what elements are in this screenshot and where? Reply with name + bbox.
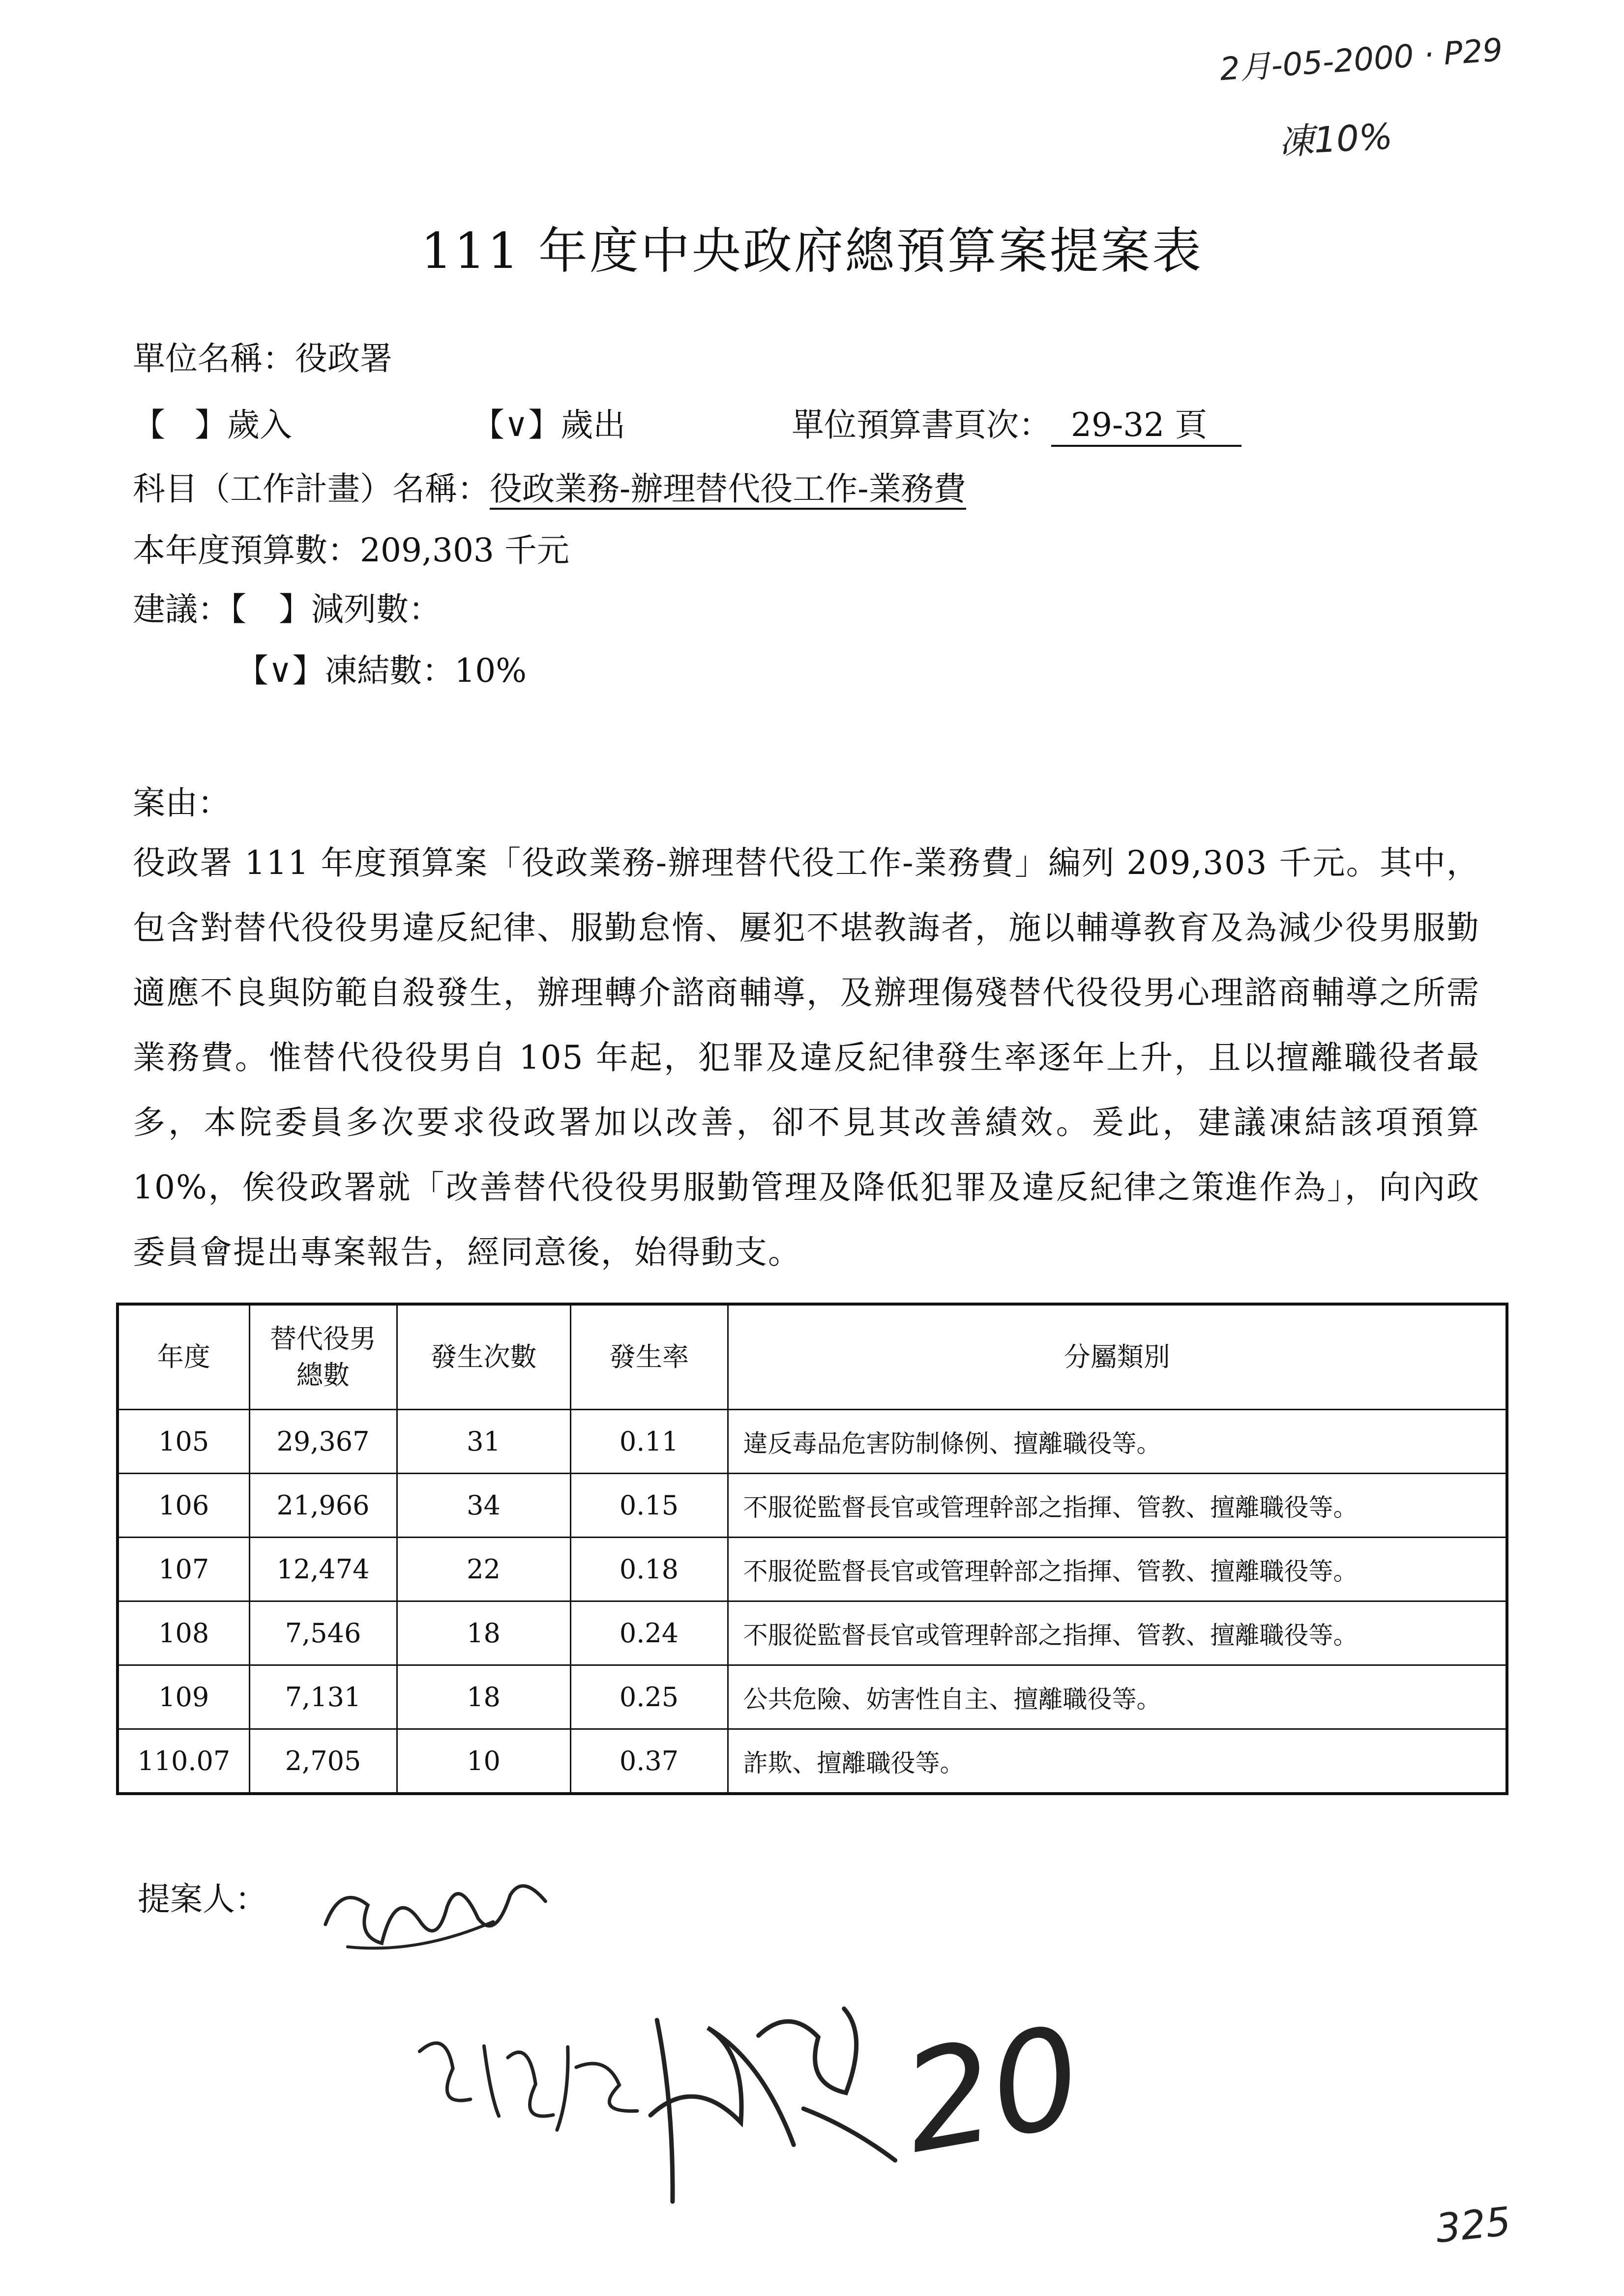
freeze-checkbox: 【∨】 bbox=[236, 652, 325, 690]
freeze-value: 10% bbox=[454, 652, 527, 690]
cell-count: 10 bbox=[397, 1729, 570, 1794]
cell-count: 22 bbox=[397, 1538, 570, 1601]
reason-text: 役政署 111 年度預算案「役政業務-辦理替代役工作-業務費」編列 209,303 千元。其中，包含對替代役役男違反紀律、服勤怠惰、屢犯不堪教誨者，施以輔導教育及為減少役男服勤適應不良與防範自殺發生，辦理轉介諮商輔導，及辦理傷殘替代役役男心理諮商輔導之所需業務費。惟替代役役男自 105 年起，犯罪及違反紀律發生率逐年上升，且以擅離職役者最多，本院委員多次要求役政署加以改善，卻不見其改善績效。爰此，建議凍結該項預算 10%，俟役政署就「改善替代役役男服勤管理及降低犯罪及違反紀律之策進作為」，向內政委員會提出專案報告，經同意後，始得動支。 bbox=[133, 844, 1480, 1271]
subject-label: 科目（工作計畫）名稱： bbox=[133, 470, 490, 508]
cell-year: 107 bbox=[118, 1538, 249, 1601]
table-row bbox=[118, 1538, 1507, 1601]
cell-category: 詐欺、擅離職役等。 bbox=[728, 1729, 1507, 1794]
header-category: 分屬類別 bbox=[728, 1304, 1507, 1410]
table-header-row bbox=[118, 1304, 1507, 1410]
subject-line bbox=[133, 469, 966, 509]
table-row bbox=[118, 1601, 1507, 1665]
cell-category: 不服從監督長官或管理幹部之指揮、管教、擅離職役等。 bbox=[728, 1474, 1507, 1538]
table-row bbox=[118, 1729, 1507, 1794]
violation-stats-table bbox=[116, 1303, 1508, 1795]
handwritten-signature-1 bbox=[309, 1840, 575, 1979]
cell-rate: 0.15 bbox=[570, 1474, 728, 1538]
cell-rate: 0.18 bbox=[570, 1538, 728, 1601]
unit-line bbox=[133, 339, 392, 378]
unit-label: 單位名稱： bbox=[133, 340, 295, 378]
cell-year: 108 bbox=[118, 1601, 249, 1665]
suggestion-cut-line bbox=[133, 590, 441, 629]
expense-label: 歲出 bbox=[561, 406, 626, 444]
subject-value: 役政業務-辦理替代役工作-業務費 bbox=[490, 470, 966, 510]
cell-total: 7,131 bbox=[249, 1665, 397, 1729]
cell-rate: 0.25 bbox=[570, 1665, 728, 1729]
handwritten-signature-2 bbox=[404, 2011, 667, 2147]
cell-rate: 0.37 bbox=[570, 1729, 728, 1794]
header-count: 發生次數 bbox=[397, 1304, 570, 1410]
revenue-checkbox-open: 【 bbox=[133, 406, 165, 444]
revenue-checkbox-close: 】 bbox=[195, 406, 227, 444]
table-row bbox=[118, 1410, 1507, 1474]
cell-count: 18 bbox=[397, 1665, 570, 1729]
cell-year: 106 bbox=[118, 1474, 249, 1538]
expense-checkbox: 【∨】 bbox=[472, 406, 561, 444]
cell-year: 105 bbox=[118, 1410, 249, 1474]
header-year: 年度 bbox=[118, 1304, 249, 1410]
revenue-option bbox=[133, 406, 292, 445]
cell-total: 7,546 bbox=[249, 1601, 397, 1665]
cut-label: 減列數： bbox=[311, 590, 441, 628]
book-page-label: 單位預算書頁次： bbox=[792, 406, 1051, 444]
cell-total: 29,367 bbox=[249, 1410, 397, 1474]
cell-count: 34 bbox=[397, 1474, 570, 1538]
handwritten-date-note: 2月-05-2000 · P29 bbox=[1218, 31, 1504, 88]
page-title: 111 年度中央政府總預算案提案表 bbox=[421, 222, 1203, 280]
header-rate: 發生率 bbox=[570, 1304, 728, 1410]
book-page-value: 29-32 頁 bbox=[1051, 406, 1241, 447]
cell-count: 18 bbox=[397, 1601, 570, 1665]
cell-category: 不服從監督長官或管理幹部之指揮、管教、擅離職役等。 bbox=[728, 1601, 1507, 1665]
handwritten-page-number: 325 bbox=[1433, 2198, 1513, 2252]
handwritten-signature-count: 20 bbox=[892, 1996, 1093, 2185]
amount-line bbox=[133, 531, 569, 570]
amount-value: 209,303 千元 bbox=[360, 531, 569, 569]
cell-rate: 0.11 bbox=[570, 1410, 728, 1474]
cell-year: 109 bbox=[118, 1665, 249, 1729]
header-total bbox=[249, 1304, 397, 1410]
reason-label: 案由： bbox=[133, 784, 230, 822]
handwritten-signature-3 bbox=[626, 1974, 909, 2219]
proposer-label: 提案人： bbox=[138, 1880, 267, 1918]
cell-total: 21,966 bbox=[249, 1474, 397, 1538]
cell-total: 12,474 bbox=[249, 1538, 397, 1601]
amount-label: 本年度預算數： bbox=[133, 531, 360, 569]
suggestion-label: 建議： bbox=[133, 590, 230, 628]
cell-category: 違反毒品危害防制條例、擅離職役等。 bbox=[728, 1410, 1507, 1474]
book-page-line bbox=[792, 406, 1241, 447]
cell-total: 2,705 bbox=[249, 1729, 397, 1794]
cell-category: 不服從監督長官或管理幹部之指揮、管教、擅離職役等。 bbox=[728, 1538, 1507, 1601]
cell-year: 110.07 bbox=[118, 1729, 249, 1794]
expense-option bbox=[472, 406, 625, 445]
cell-rate: 0.24 bbox=[570, 1601, 728, 1665]
cell-count: 31 bbox=[397, 1410, 570, 1474]
handwritten-freeze-note: 凍10% bbox=[1277, 115, 1394, 163]
revenue-label: 歲入 bbox=[227, 406, 292, 444]
freeze-label: 凍結數： bbox=[325, 652, 455, 690]
table-row bbox=[118, 1665, 1507, 1729]
header-total-line1: 替代役男 bbox=[270, 1323, 376, 1354]
table-row bbox=[118, 1474, 1507, 1538]
header-total-line2: 總數 bbox=[296, 1360, 350, 1391]
cut-checkbox: 【 】 bbox=[230, 590, 311, 628]
cell-category: 公共危險、妨害性自主、擅離職役等。 bbox=[728, 1665, 1507, 1729]
unit-value: 役政署 bbox=[295, 340, 392, 378]
suggestion-freeze-line bbox=[236, 651, 527, 691]
